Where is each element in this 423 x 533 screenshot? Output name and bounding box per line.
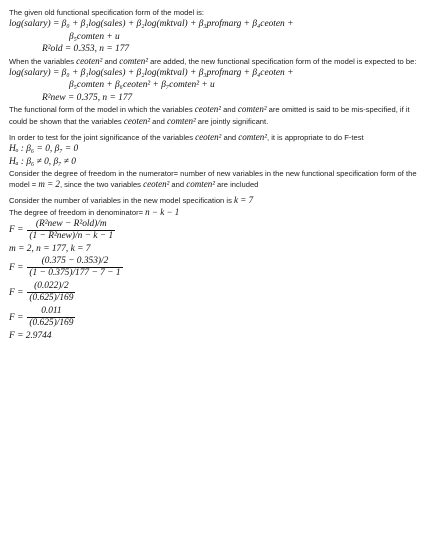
f-simplified: F = $\frac{(0.022)/2}{(0.625)/169}$ <box>9 281 74 304</box>
intro-text: The given old functional specification form of the model is: <box>9 8 205 17</box>
f-substituted: F = $\frac{(0.375 - 0.353)/2}{(1 - 0.375)/177 - 7 - 1}$ <box>9 256 121 279</box>
new-model-r2: R²new = 0.375, n = 177 <box>42 92 133 103</box>
new-model-eq-line1: log(salary) = β₀ + β₁log(sales) + β₂log(mktval) + β₃profmarg + β₄ceoten + <box>9 67 294 78</box>
f-simplified-denominator: (0.625)/169 <box>29 293 74 304</box>
misspecification-text: The functional form of the model in which the variables ceoten² and comten² are omitted is said to be mis-specified, if it could be shown that the variables ceoten² and comten² are jointly significant. <box>9 104 410 126</box>
f-formula-denominator: (1 − R²new)/n − k − 1 <box>29 230 114 241</box>
f-reduced: F = $\frac{0.011}{(0.625)/169}$ <box>9 306 74 329</box>
new-model-eq-line2: β₅comten + β₆ceoten² + β₇comten² + u <box>69 80 215 91</box>
old-model-r2: R²old = 0.353, n = 177 <box>42 44 130 55</box>
f-substituted-numerator: (0.375 − 0.353)/2 <box>41 256 109 267</box>
alt-hypothesis: Hₐ : β₆ ≠ 0, β₇ ≠ 0 <box>9 156 76 167</box>
old-model-eq-line2: β₅comten + u <box>69 31 120 42</box>
denominator-df-text: The degree of freedom in denominator= n − k − 1 <box>9 206 180 217</box>
f-test-text: In order to test for the joint significance of the variables ceoten² and comten², it is appropriate to do F-test <box>9 131 364 142</box>
new-variables-text: When the variables ceoten² and comten² are added, the new functional specification form of the model is expected to be: <box>9 55 417 66</box>
f-simplified-numerator: (0.022)/2 <box>34 281 69 292</box>
null-hypothesis: Hₒ : β₆ = 0, β₇ = 0 <box>9 144 79 155</box>
k-text: Consider the number of variables in the new model specification is k = 7 <box>9 195 254 206</box>
f-substituted-denominator: (1 − 0.375)/177 − 7 − 1 <box>29 268 121 279</box>
numerator-df-text: Consider the degree of freedom in the numerator= number of new variables in the new functional specification form of the model = m = 2, since the two variables ceoten² and comten² are included <box>9 169 417 190</box>
old-model-eq-line1: log(salary) = β₀ + β₁log(sales) + β₂log(mktval) + β₃profmarg + β₄ceoten + <box>9 19 294 30</box>
f-formula-numerator: (R²new − R²old)/m <box>35 218 107 229</box>
f-formula: F = $\frac{\text{(R²new − R²old)/m}}{\text{(1 − R²new)/n − k − 1}}$ <box>9 218 114 241</box>
f-reduced-denominator: (0.625)/169 <box>29 318 74 329</box>
given-values: m = 2, n = 177, k = 7 <box>9 243 91 254</box>
f-result: F = 2.9744 <box>9 331 52 342</box>
f-reduced-numerator: 0.011 <box>41 306 62 317</box>
